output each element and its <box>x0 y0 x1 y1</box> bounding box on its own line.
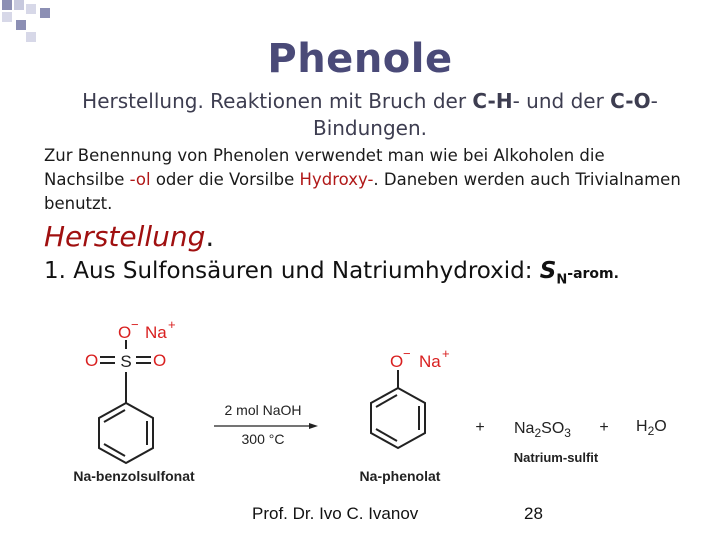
intro-part2: oder die Vorsilbe <box>150 170 300 189</box>
reactant-name: Na-benzolsulfonat <box>73 468 195 484</box>
reaction-scheme <box>0 300 720 520</box>
intro-part3: . Daneben werden auch Trivialnamen benutzt. <box>44 170 681 213</box>
sulfite-na: Na <box>514 420 535 437</box>
reactant-o-left: O <box>85 351 99 370</box>
section-heading <box>44 220 214 253</box>
reactant-plus-sign: + <box>168 317 176 332</box>
water-h: H <box>636 418 648 435</box>
page-subtitle <box>80 88 660 142</box>
reactant-minus-sign: − <box>131 317 139 332</box>
reaction-arrowhead <box>309 423 318 429</box>
intro-part1: Zur Benennung von Phenolen verwendet man wie bei Alkoholen die Nachsilbe <box>44 146 605 189</box>
reactant-na: Na <box>145 323 167 342</box>
subtitle-bond-co: C-O <box>610 89 651 113</box>
product-name: Na-phenolat <box>359 468 441 484</box>
reactant-sulfur: S <box>120 352 132 371</box>
water-formula <box>636 418 667 438</box>
footer-author: Prof. Dr. Ivo C. Ivanov <box>252 504 419 523</box>
reactant-o-right: O <box>153 351 167 370</box>
step-1-arom: -arom. <box>567 266 619 282</box>
subtitle-part1: Herstellung. Reaktionen mit Bruch der <box>82 89 473 113</box>
step-1-text: 1. Aus Sulfonsäuren und Natriumhydroxid: <box>44 258 540 284</box>
plus-sign-2: + <box>599 419 609 436</box>
step-1-sn-sub: N <box>556 272 568 288</box>
intro-suffix: -ol <box>129 170 151 189</box>
condition-reagent: 2 mol NaOH <box>224 402 302 418</box>
plus-sign-1: + <box>475 419 485 436</box>
product-o-minus: O <box>390 352 404 371</box>
section-heading-text: Herstellung <box>44 220 206 253</box>
section-heading-dot: . <box>205 220 215 253</box>
sulfite-sub-2: 2 <box>534 426 542 440</box>
product-na: Na <box>419 352 441 371</box>
sodium-sulfite-name: Natrium-sulfit <box>513 450 599 465</box>
page-title: Phenole <box>267 36 453 82</box>
subtitle-part3: -Bindungen. <box>312 89 658 140</box>
sulfite-sub-3: 3 <box>564 426 571 440</box>
page-number: 28 <box>524 504 543 523</box>
subtitle-part2: - und der <box>512 89 611 113</box>
water-sub-2: 2 <box>647 424 655 438</box>
intro-prefix: Hydroxy- <box>299 170 374 189</box>
water-o: O <box>654 418 667 435</box>
intro-paragraph <box>44 144 684 216</box>
subtitle-bond-ch: C-H <box>472 89 513 113</box>
sodium-sulfite-formula <box>514 420 571 440</box>
product-minus-sign: − <box>403 346 411 361</box>
condition-temperature: 300 °C <box>241 431 285 447</box>
sulfite-so: SO <box>541 420 565 437</box>
step-1 <box>44 258 619 288</box>
product-structure <box>371 370 425 448</box>
product-plus-sign: + <box>442 346 450 361</box>
step-1-sn: S <box>539 258 557 284</box>
reactant-o-minus: O <box>118 323 132 342</box>
